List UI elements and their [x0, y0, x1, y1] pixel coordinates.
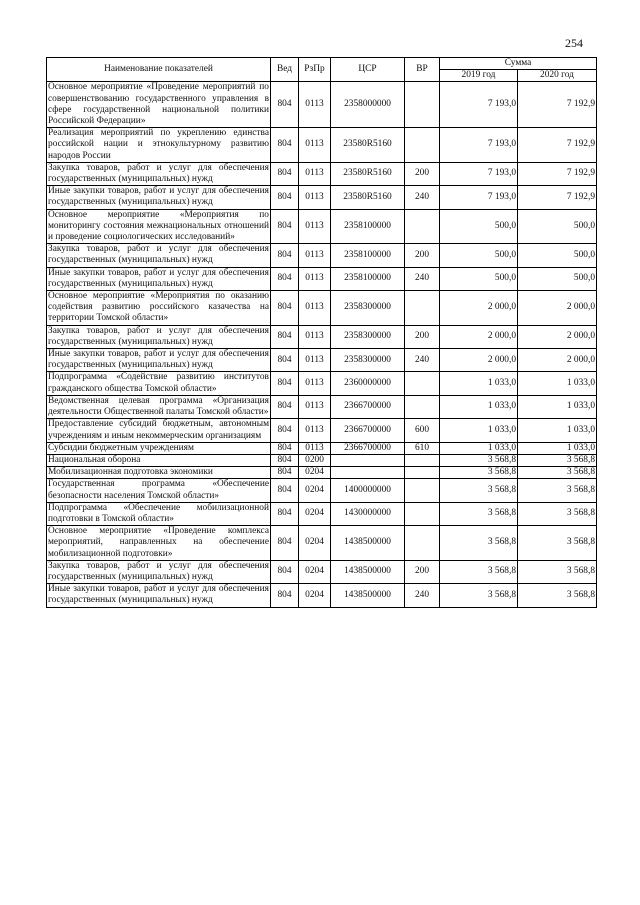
table-row: [47, 442, 597, 454]
cell-csr: 1430000000: [331, 502, 405, 525]
header-csr: ЦСР: [331, 58, 405, 82]
cell-2020: 7 192,9: [518, 186, 597, 209]
cell-2020: 3 568,8: [518, 454, 597, 466]
cell-name: Иные закупки товаров, работ и услуг для обеспечения государственных (муниципальных) нужд: [48, 584, 269, 606]
cell-ved: 804: [271, 244, 299, 267]
cell-vr: [405, 502, 440, 525]
cell-vr: [405, 479, 440, 502]
table-row: [47, 419, 597, 442]
cell-csr: 2366700000: [331, 395, 405, 418]
cell-rzpr: 0113: [299, 209, 331, 244]
table-row: [47, 162, 597, 185]
table-row: [47, 186, 597, 209]
cell-ved: 804: [271, 526, 299, 561]
cell-ved: 804: [271, 395, 299, 418]
cell-2020: 7 192,9: [518, 128, 597, 163]
cell-rzpr: 0113: [299, 395, 331, 418]
cell-2020: 500,0: [518, 267, 597, 290]
header-year-2019: 2019 год: [440, 70, 518, 82]
header-vr: ВР: [405, 58, 440, 82]
cell-2020: 500,0: [518, 244, 597, 267]
cell-vr: 240: [405, 186, 440, 209]
cell-csr: [331, 467, 405, 479]
cell-vr: [405, 82, 440, 128]
cell-vr: 600: [405, 419, 440, 442]
cell-name: Предоставление субсидий бюджетным, автономным учреждениям и иным некоммерческим организациям: [48, 419, 269, 441]
cell-csr: 2366700000: [331, 419, 405, 442]
cell-csr: 2358300000: [331, 349, 405, 372]
cell-2020: 500,0: [518, 209, 597, 244]
cell-rzpr: 0113: [299, 128, 331, 163]
cell-rzpr: 0204: [299, 479, 331, 502]
cell-rzpr: 0113: [299, 291, 331, 326]
cell-vr: 240: [405, 584, 440, 607]
cell-2019: 1 033,0: [440, 395, 518, 418]
cell-ved: 804: [271, 584, 299, 607]
cell-2019: 3 568,8: [440, 502, 518, 525]
cell-name: Подпрограмма «Содействие развитию институтов гражданского общества Томской области»: [48, 372, 269, 394]
cell-csr: 2366700000: [331, 442, 405, 454]
cell-name: Закупка товаров, работ и услуг для обеспечения государственных (муниципальных) нужд: [48, 560, 269, 582]
cell-csr: 1400000000: [331, 479, 405, 502]
cell-name: Закупка товаров, работ и услуг для обеспечения государственных (муниципальных) нужд: [48, 244, 269, 266]
cell-2020: 1 033,0: [518, 395, 597, 418]
cell-ved: 804: [271, 372, 299, 395]
header-name: Наименование показателей: [47, 58, 271, 82]
cell-2020: 7 192,9: [518, 162, 597, 185]
cell-name: Реализация мероприятий по укреплению единства российской нации и этнокультурному развитию народов России: [48, 128, 269, 161]
cell-csr: 2358100000: [331, 267, 405, 290]
cell-csr: [331, 454, 405, 466]
table-row: [47, 128, 597, 163]
cell-rzpr: 0204: [299, 502, 331, 525]
cell-name: Основное мероприятие «Мероприятия по мониторингу состояния межнациональных отношений и проведение социологических исследований»: [48, 209, 269, 243]
cell-ved: 804: [271, 186, 299, 209]
cell-ved: 804: [271, 209, 299, 244]
cell-name: Иные закупки товаров, работ и услуг для обеспечения государственных (муниципальных) нужд: [48, 349, 269, 371]
cell-name: Национальная оборона: [47, 454, 271, 466]
cell-rzpr: 0113: [299, 186, 331, 209]
cell-name: Основное мероприятие «Проведение мероприятий по совершенствованию государственного управления в сфере государственной национальной политики Российской Федерации»: [48, 82, 269, 127]
cell-2020: 3 568,8: [518, 467, 597, 479]
cell-2019: 2 000,0: [440, 325, 518, 348]
cell-ved: 804: [271, 267, 299, 290]
cell-ved: 804: [271, 162, 299, 185]
cell-csr: 2360000000: [331, 372, 405, 395]
table-row: [47, 82, 597, 128]
cell-2019: 500,0: [440, 209, 518, 244]
cell-name: Мобилизационная подготовка экономики: [47, 467, 271, 479]
table-row: [47, 209, 597, 244]
cell-ved: 804: [271, 467, 299, 479]
table-row: [47, 372, 597, 395]
page-number: 254: [565, 36, 583, 50]
cell-2019: 500,0: [440, 244, 518, 267]
cell-csr: 2358100000: [331, 209, 405, 244]
table-row: [47, 502, 597, 525]
cell-rzpr: 0113: [299, 325, 331, 348]
cell-csr: 23580R5160: [331, 162, 405, 185]
cell-csr: 2358300000: [331, 325, 405, 348]
cell-vr: 610: [405, 442, 440, 454]
cell-csr: 2358300000: [331, 291, 405, 326]
cell-rzpr: 0204: [299, 467, 331, 479]
cell-vr: [405, 467, 440, 479]
cell-name: Иные закупки товаров, работ и услуг для обеспечения государственных (муниципальных) нужд: [48, 186, 269, 208]
cell-name: Основное мероприятие «Мероприятия по оказанию содействия развитию российского казачества на территории Томской области»: [48, 291, 269, 324]
cell-ved: 804: [271, 325, 299, 348]
cell-vr: [405, 209, 440, 244]
cell-vr: [405, 372, 440, 395]
table-row: [47, 244, 597, 267]
cell-2019: 500,0: [440, 267, 518, 290]
table-row: [47, 479, 597, 502]
cell-vr: 240: [405, 349, 440, 372]
table-row: [47, 291, 597, 326]
cell-rzpr: 0113: [299, 419, 331, 442]
cell-vr: 200: [405, 162, 440, 185]
cell-csr: 2358100000: [331, 244, 405, 267]
cell-2019: 1 033,0: [440, 419, 518, 442]
cell-name: Ведомственная целевая программа «Организация деятельности Общественной палаты Томской области»: [48, 395, 269, 418]
cell-name: Закупка товаров, работ и услуг для обеспечения государственных (муниципальных) нужд: [48, 162, 269, 185]
cell-rzpr: 0113: [299, 162, 331, 185]
cell-ved: 804: [271, 349, 299, 372]
cell-ved: 804: [271, 82, 299, 128]
cell-2019: 3 568,8: [440, 526, 518, 561]
cell-rzpr: 0113: [299, 442, 331, 454]
cell-vr: [405, 526, 440, 561]
header-sum: Сумма: [440, 58, 597, 70]
cell-2020: 3 568,8: [518, 526, 597, 561]
table-row: [47, 584, 597, 607]
header-year-2020: 2020 год: [518, 70, 597, 82]
cell-2019: 3 568,8: [440, 454, 518, 466]
cell-2019: 7 193,0: [440, 128, 518, 163]
cell-2019: 2 000,0: [440, 349, 518, 372]
cell-2020: 3 568,8: [518, 479, 597, 502]
cell-csr: 1438500000: [331, 584, 405, 607]
header-rzpr: РзПр: [299, 58, 331, 82]
cell-vr: [405, 454, 440, 466]
cell-2020: 3 568,8: [518, 584, 597, 607]
cell-ved: 804: [271, 502, 299, 525]
table-row: [47, 454, 597, 466]
cell-vr: 200: [405, 560, 440, 583]
cell-ved: 804: [271, 560, 299, 583]
cell-name: Закупка товаров, работ и услуг для обеспечения государственных (муниципальных) нужд: [48, 325, 269, 347]
cell-2020: 1 033,0: [518, 442, 597, 454]
cell-2019: 3 568,8: [440, 584, 518, 607]
table-body: [47, 82, 597, 607]
cell-2020: 7 192,9: [518, 82, 597, 128]
table-row: [47, 560, 597, 583]
cell-name: Субсидии бюджетным учреждениям: [47, 442, 271, 454]
header-ved: Вед: [271, 58, 299, 82]
cell-csr: 23580R5160: [331, 186, 405, 209]
cell-name: Основное мероприятие «Проведение комплекса мероприятий, направленных на обеспечение мобилизационной подготовки»: [48, 526, 269, 559]
table-row: [47, 526, 597, 561]
budget-table: [46, 57, 597, 608]
cell-ved: 804: [271, 479, 299, 502]
cell-2019: 7 193,0: [440, 162, 518, 185]
cell-rzpr: 0113: [299, 349, 331, 372]
cell-rzpr: 0113: [299, 82, 331, 128]
cell-2020: 1 033,0: [518, 419, 597, 442]
cell-2020: 2 000,0: [518, 349, 597, 372]
cell-ved: 804: [271, 291, 299, 326]
table-header: [47, 58, 597, 82]
cell-ved: 804: [271, 442, 299, 454]
cell-ved: 804: [271, 128, 299, 163]
table-row: [47, 267, 597, 290]
table-row: [47, 395, 597, 418]
cell-ved: 804: [271, 454, 299, 466]
cell-2019: 1 033,0: [440, 442, 518, 454]
cell-rzpr: 0113: [299, 267, 331, 290]
cell-2019: 7 193,0: [440, 186, 518, 209]
cell-name: Иные закупки товаров, работ и услуг для обеспечения государственных (муниципальных) нужд: [48, 267, 269, 289]
cell-2019: 3 568,8: [440, 467, 518, 479]
cell-2019: 7 193,0: [440, 82, 518, 128]
table-row: [47, 325, 597, 348]
cell-vr: 200: [405, 325, 440, 348]
cell-csr: 23580R5160: [331, 128, 405, 163]
cell-rzpr: 0113: [299, 372, 331, 395]
cell-rzpr: 0204: [299, 560, 331, 583]
cell-vr: [405, 291, 440, 326]
cell-2020: 3 568,8: [518, 560, 597, 583]
cell-2019: 1 033,0: [440, 372, 518, 395]
cell-vr: 240: [405, 267, 440, 290]
cell-2020: 1 033,0: [518, 372, 597, 395]
cell-2019: 2 000,0: [440, 291, 518, 326]
cell-rzpr: 0204: [299, 526, 331, 561]
cell-vr: [405, 128, 440, 163]
cell-2020: 2 000,0: [518, 291, 597, 326]
cell-rzpr: 0204: [299, 584, 331, 607]
cell-2019: 3 568,8: [440, 479, 518, 502]
cell-ved: 804: [271, 419, 299, 442]
cell-rzpr: 0200: [299, 454, 331, 466]
table-row: [47, 349, 597, 372]
cell-csr: 2358000000: [331, 82, 405, 128]
cell-csr: 1438500000: [331, 560, 405, 583]
cell-name: Подпрограмма «Обеспечение мобилизационной подготовки в Томской области»: [48, 502, 269, 524]
cell-2020: 3 568,8: [518, 502, 597, 525]
table-row: [47, 467, 597, 479]
cell-2020: 2 000,0: [518, 325, 597, 348]
cell-csr: 1438500000: [331, 526, 405, 561]
cell-2019: 3 568,8: [440, 560, 518, 583]
cell-rzpr: 0113: [299, 244, 331, 267]
cell-vr: 200: [405, 244, 440, 267]
cell-vr: [405, 395, 440, 418]
cell-name: Государственная программа «Обеспечение безопасности населения Томской области»: [48, 479, 269, 501]
